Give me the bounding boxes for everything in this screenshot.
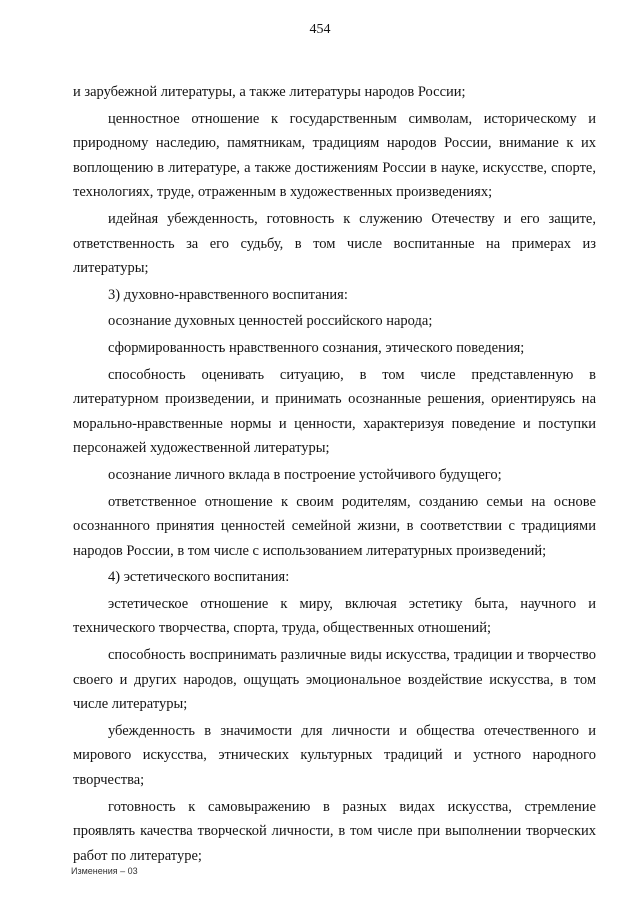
paragraph: осознание духовных ценностей российского народа; bbox=[108, 313, 433, 330]
paragraph: и зарубежной литературы, а также литературы народов России; bbox=[73, 84, 466, 100]
paragraph: способность оценивать ситуацию, в том числе представленную в литературном произведении, и принимать осознанные решения, ориентируясь на морально-нравственные нормы и ценности, характеризуя поведение и поступки персонажей художественной литературы; bbox=[73, 366, 596, 457]
paragraph: эстетическое отношение к миру, включая эстетику быта, научного и технического творчества, спорта, труда, общественных отношений; bbox=[73, 595, 596, 637]
page-number: 454 bbox=[309, 22, 331, 37]
paragraph: ответственное отношение к своим родителям, созданию семьи на основе осознанного принятия ценностей семейной жизни, в соответствии с традициями народов России, в том числе с использованием литературных произведений; bbox=[73, 493, 596, 559]
section-heading: 3) духовно-нравственного воспитания: bbox=[108, 286, 348, 303]
paragraph: готовность к самовыражению в разных видах искусства, стремление проявлять качества творческой личности, в том числе при выполнении творческих работ по литературе; bbox=[73, 798, 596, 864]
paragraph: способность воспринимать различные виды искусства, традиции и творчество своего и других народов, ощущать эмоциональное воздействие искусства, в том числе литературы; bbox=[73, 647, 596, 713]
paragraph: сформированность нравственного сознания, этического поведения; bbox=[108, 339, 525, 356]
paragraph: убежденность в значимости для личности и общества отечественного и мирового искусства, этнических культурных традиций и устного народного творчества; bbox=[73, 722, 596, 789]
footer-revision-note: Изменения – 03 bbox=[71, 866, 138, 876]
section-heading: 4) эстетического воспитания: bbox=[108, 569, 290, 586]
paragraph: осознание личного вклада в построение устойчивого будущего; bbox=[108, 466, 502, 483]
document-body bbox=[73, 80, 596, 870]
paragraph: ценностное отношение к государственным символам, историческому и природному наследию, памятникам, традициям народов России, внимание к их воплощению в литературе, а также достижениям России в науке, искусстве, спорте, технологиях, труде, отраженным в художественных произведениях; bbox=[73, 110, 596, 201]
paragraph: идейная убежденность, готовность к служению Отечеству и его защите, ответственность за его судьбу, в том числе воспитанные на примерах из литературы; bbox=[73, 210, 596, 277]
